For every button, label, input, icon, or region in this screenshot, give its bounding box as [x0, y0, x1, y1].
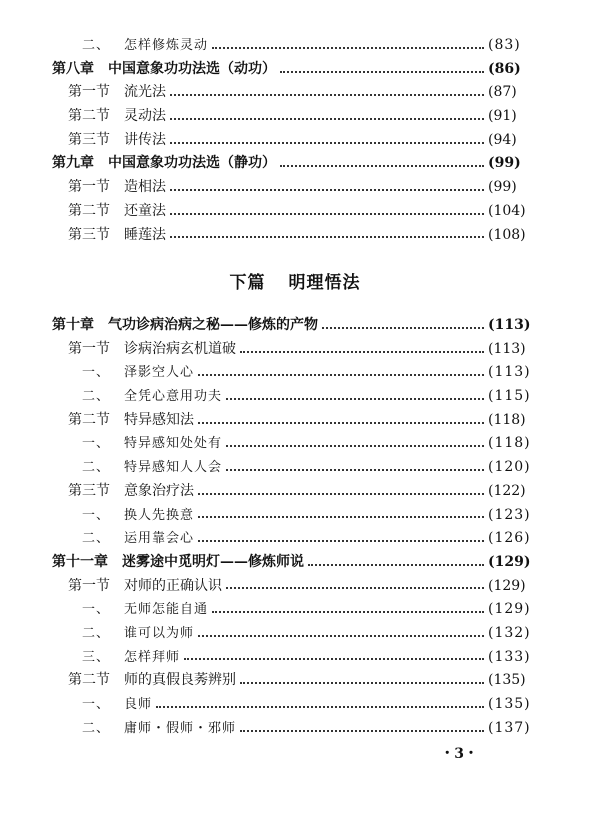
toc-entry-label [82, 646, 180, 670]
toc-entry-section [0, 338, 590, 362]
toc-entry-section [0, 480, 590, 504]
toc-entry-section [0, 176, 590, 200]
toc-entry-item [0, 361, 590, 385]
toc-entry-label [82, 34, 208, 58]
toc-entry-page: (113) [488, 340, 526, 357]
toc-entry-number: 三、 [82, 649, 111, 665]
dot-leader [212, 47, 484, 49]
toc-entry-page: (108) [488, 226, 526, 243]
toc-entry-label [68, 409, 194, 433]
toc-entry-number: 一、 [82, 697, 111, 712]
toc-entry-section [0, 409, 590, 433]
dot-leader [198, 374, 484, 376]
toc-entry-number: 第三节 [68, 131, 110, 148]
toc-entry-number: 二、 [82, 531, 111, 547]
toc-entry-number: 二、 [82, 38, 111, 53]
toc-entry-number: 第三节 [68, 226, 110, 243]
dot-leader [170, 94, 484, 96]
toc-entry-page: (83) [488, 37, 521, 53]
toc-entry-page: (91) [488, 108, 517, 125]
dot-leader [280, 71, 484, 73]
toc-entry-chapter [0, 58, 590, 82]
toc-entry-item [0, 456, 590, 480]
toc-entry-number: 一、 [82, 436, 111, 452]
toc-entry-title: 对师的正确认识 [124, 577, 222, 594]
toc-entry-item [0, 527, 590, 551]
toc-entry-number: 第二节 [68, 108, 110, 125]
dot-leader [240, 682, 484, 684]
toc-entry-title: 怎样修炼灵动 [124, 38, 209, 53]
dot-leader [240, 351, 484, 353]
part-title: 明理悟法 [288, 273, 361, 293]
toc-entry-page: (87) [488, 84, 517, 101]
toc-entry-label [52, 314, 318, 338]
toc-entry-section [0, 669, 590, 693]
toc-entry-title: 换人先换意 [124, 507, 195, 523]
toc-entry-page: (129) [488, 553, 531, 570]
toc-entry-number: 第三节 [68, 482, 110, 499]
page-number: ・3・ [440, 746, 478, 762]
toc-entry-page: (115) [488, 388, 531, 405]
toc-entry-page: (132) [488, 624, 531, 641]
toc-entry-label [82, 504, 194, 528]
dot-leader [226, 587, 484, 589]
dot-leader [170, 213, 484, 215]
toc-entry-label [82, 432, 222, 456]
toc-entry-item [0, 693, 590, 717]
toc-entry-page: (129) [488, 577, 526, 594]
toc-entry-title: 特异感知人人会 [124, 460, 223, 476]
toc-entry-title: 庸师・假师・邪师 [124, 720, 237, 736]
toc-entry-number: 第八章 [52, 60, 94, 77]
dot-leader [198, 540, 484, 542]
toc-entry-page: (126) [488, 530, 531, 547]
toc-entry-number: 二、 [82, 460, 111, 476]
toc-entry-number: 第十章 [52, 317, 94, 333]
toc-entry-title: 意象治疗法 [124, 482, 194, 499]
toc-entry-label [82, 622, 194, 646]
toc-entry-page: (104) [488, 202, 526, 219]
toc-entry-label [82, 527, 194, 551]
toc-entry-item [0, 622, 590, 646]
dot-leader [198, 493, 484, 495]
toc-entry-title: 睡莲法 [124, 226, 166, 243]
toc-entry-page: (99) [488, 179, 517, 196]
toc-entry-chapter [0, 314, 590, 338]
toc-entry-item [0, 598, 590, 622]
dot-leader [226, 398, 484, 400]
toc-entry-item [0, 717, 590, 741]
toc-entry-page: (133) [488, 648, 531, 665]
toc-entry-number: 一、 [82, 365, 111, 381]
toc-entry-page: (129) [488, 601, 531, 618]
toc-entry-label [68, 224, 166, 248]
toc-entry-title: 特异感知处处有 [124, 436, 223, 452]
toc-entry-title: 运用靠会心 [124, 531, 195, 547]
toc-entry-label [82, 361, 194, 385]
toc-entry-page: (137) [488, 719, 531, 736]
dot-leader [170, 142, 484, 144]
toc-entry-section [0, 224, 590, 248]
dot-leader [170, 236, 484, 238]
toc-entry-section [0, 200, 590, 224]
toc-list-upper [0, 34, 590, 247]
toc-entry-number: 第一节 [68, 577, 110, 594]
toc-entry-number: 第二节 [68, 411, 110, 428]
toc-entry-page: (123) [488, 506, 531, 523]
toc-entry-number: 第一节 [68, 179, 110, 196]
toc-entry-label [68, 200, 166, 224]
dot-leader [226, 445, 484, 447]
toc-entry-label [68, 176, 166, 200]
dot-leader [322, 327, 484, 329]
toc-entry-chapter [0, 551, 590, 575]
toc-entry-item [0, 646, 590, 670]
toc-entry-page: (122) [488, 482, 526, 499]
toc-entry-number: 二、 [82, 720, 111, 736]
dot-leader [212, 611, 484, 613]
toc-entry-item [0, 385, 590, 409]
toc-entry-title: 迷雾途中觅明灯——修炼师说 [122, 553, 304, 570]
toc-entry-title: 诊病治病玄机道破 [124, 340, 236, 357]
toc-entry-title: 怎样拜师 [124, 649, 181, 665]
dot-leader [198, 635, 484, 637]
toc-entry-title: 中国意象功功法选（静功） [108, 155, 276, 172]
toc-entry-title: 流光法 [124, 84, 166, 101]
toc-entry-title: 气功诊病治病之秘——修炼的产物 [108, 317, 318, 333]
toc-entry-number: 第一节 [68, 340, 110, 357]
toc-entry-title: 讲传法 [124, 131, 166, 148]
toc-entry-section [0, 81, 590, 105]
toc-entry-number: 一、 [82, 507, 111, 523]
toc-entry-label [82, 456, 222, 480]
dot-leader [198, 422, 484, 424]
toc-entry-title: 灵动法 [124, 108, 166, 125]
toc-entry-label [68, 81, 166, 105]
toc-entry-page: (94) [488, 131, 517, 148]
toc-entry-number: 二、 [82, 389, 111, 405]
part-label: 下篇 [229, 273, 266, 293]
toc-entry-number: 第二节 [68, 672, 110, 689]
toc-entry-label [82, 598, 208, 622]
toc-entry-page: (135) [488, 672, 526, 689]
toc-entry-number: 一、 [82, 602, 111, 618]
toc-entry-label [82, 385, 222, 409]
toc-entry-label [68, 129, 166, 153]
dot-leader [308, 564, 484, 566]
toc-entry-title: 泽影空人心 [124, 365, 195, 381]
toc-entry-page: (118) [488, 411, 526, 428]
toc-entry-title: 谁可以为师 [124, 625, 195, 641]
toc-entry-page: (113) [488, 364, 531, 381]
dot-leader [226, 469, 484, 471]
toc-entry-chapter [0, 152, 590, 176]
toc-entry-page: (86) [488, 60, 521, 77]
toc-entry-title: 还童法 [124, 202, 166, 219]
toc-list-lower [0, 314, 590, 740]
toc-entry-label [52, 58, 276, 82]
toc-entry-number: 二、 [82, 625, 111, 641]
dot-leader [184, 658, 484, 660]
toc-entry-title: 良师 [124, 697, 153, 712]
toc-entry-label [52, 152, 276, 176]
toc-entry-page: (113) [488, 317, 531, 333]
toc-entry-title: 师的真假良莠辨别 [124, 672, 236, 689]
toc-entry-item [0, 34, 590, 58]
toc-entry-page: (120) [488, 459, 531, 476]
toc-entry-label [68, 338, 236, 362]
toc-entry-section [0, 129, 590, 153]
toc-entry-title: 全凭心意用功夫 [124, 389, 223, 405]
dot-leader [198, 516, 484, 518]
toc-entry-title: 无师怎能自通 [124, 602, 209, 618]
dot-leader [170, 189, 484, 191]
toc-entry-label [52, 551, 304, 575]
toc-entry-item [0, 432, 590, 456]
dot-leader [170, 118, 484, 120]
toc-entry-label [68, 105, 166, 129]
toc-entry-number: 第十一章 [52, 553, 108, 570]
toc-entry-number: 第一节 [68, 84, 110, 101]
toc-entry-label [68, 480, 194, 504]
toc-entry-number: 第二节 [68, 202, 110, 219]
toc-entry-label [82, 717, 236, 741]
toc-entry-page: (118) [488, 435, 531, 452]
toc-entry-section [0, 105, 590, 129]
dot-leader [280, 165, 484, 167]
toc-entry-title: 造相法 [124, 179, 166, 196]
dot-leader [240, 730, 484, 732]
toc-entry-section [0, 575, 590, 599]
dot-leader [156, 706, 484, 708]
toc-entry-label [68, 669, 236, 693]
toc-entry-number: 第九章 [52, 155, 94, 172]
toc-entry-label [68, 575, 222, 599]
toc-entry-label [82, 693, 152, 717]
toc-entry-page: (99) [488, 155, 521, 172]
toc-entry-page: (135) [488, 696, 531, 712]
toc-entry-title: 特异感知法 [124, 411, 194, 428]
toc-entry-title: 中国意象功功法选（动功） [108, 60, 276, 77]
toc-entry-item [0, 504, 590, 528]
part-heading [0, 268, 590, 293]
